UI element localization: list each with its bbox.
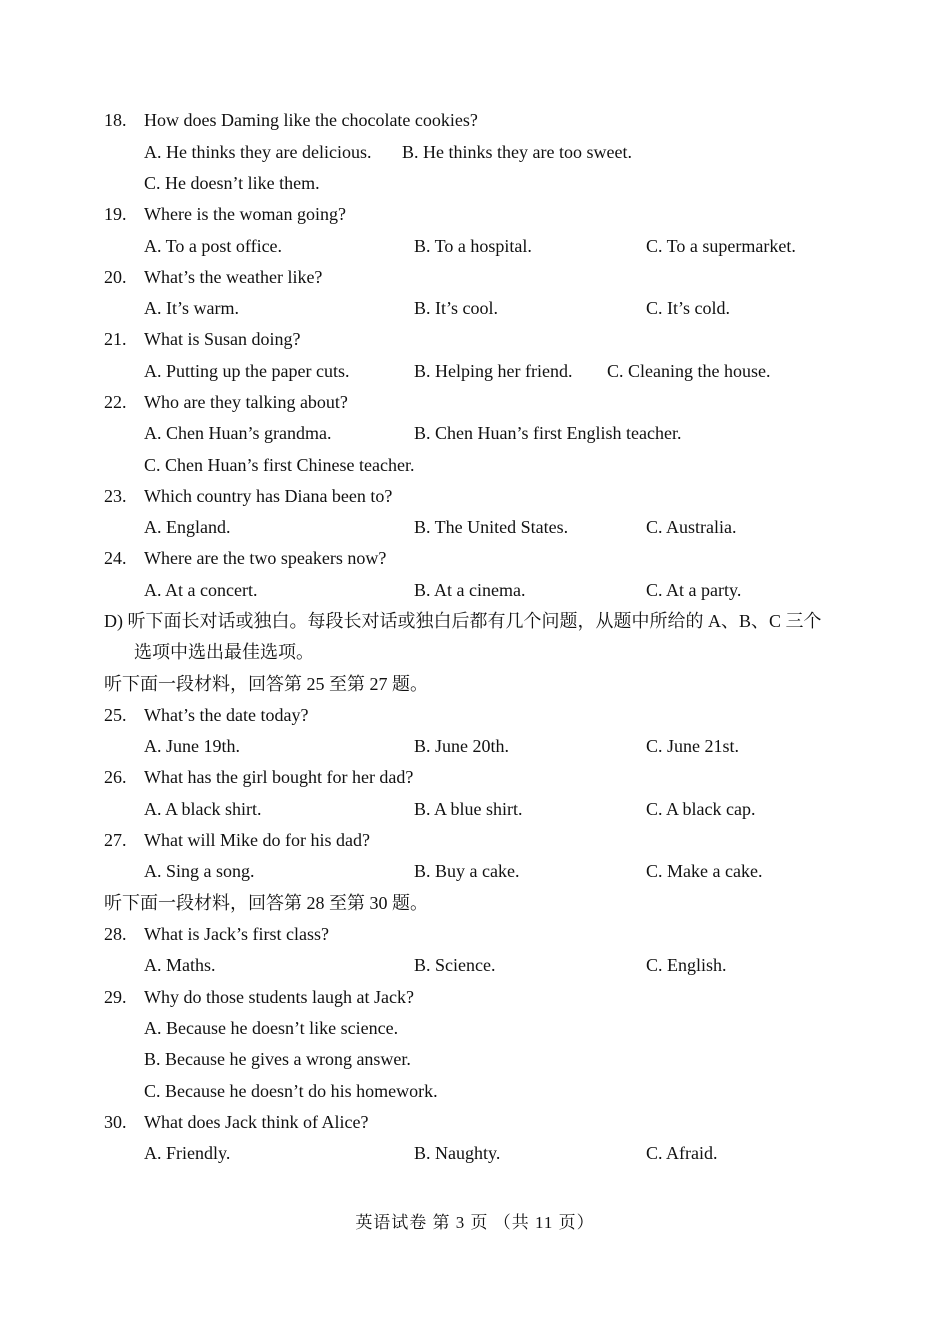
- option-c: C. Cleaning the house.: [607, 361, 771, 381]
- option-a: A. Because he doesn’t like science.: [144, 1018, 399, 1038]
- option-a: A. Chen Huan’s grandma.: [144, 423, 332, 443]
- question-text: Which country has Diana been to?: [144, 486, 393, 506]
- option-a: A. Sing a song.: [144, 861, 255, 881]
- option-a: A. Friendly.: [144, 1143, 231, 1163]
- question-text: What’s the date today?: [144, 705, 309, 725]
- question-text: What has the girl bought for her dad?: [144, 767, 414, 787]
- option-a: A. He thinks they are delicious.: [144, 142, 372, 162]
- option-c: C. A black cap.: [646, 799, 756, 819]
- question-number: 22.: [104, 392, 127, 412]
- question-text: Who are they talking about?: [144, 392, 348, 412]
- option-c: C. To a supermarket.: [646, 236, 796, 256]
- question-number: 29.: [104, 987, 127, 1007]
- question-number: 30.: [104, 1112, 127, 1132]
- question-text: What’s the weather like?: [144, 267, 323, 287]
- question-number: 21.: [104, 329, 127, 349]
- question-text: Where are the two speakers now?: [144, 548, 387, 568]
- question-number: 18.: [104, 110, 127, 130]
- option-c: C. Chen Huan’s first Chinese teacher.: [144, 455, 415, 475]
- option-b: B. Naughty.: [414, 1143, 501, 1163]
- option-b: B. Science.: [414, 955, 496, 975]
- question-number: 27.: [104, 830, 127, 850]
- option-b: B. The United States.: [414, 517, 569, 537]
- page-footer: 英语试卷 第 3 页 （共 11 页）: [355, 1213, 595, 1232]
- option-c: C. English.: [646, 955, 727, 975]
- question-number: 20.: [104, 267, 127, 287]
- question-text: What is Jack’s first class?: [144, 924, 329, 944]
- question-number: 19.: [104, 204, 127, 224]
- option-b: B. He thinks they are too sweet.: [402, 142, 632, 162]
- option-a: A. A black shirt.: [144, 799, 262, 819]
- option-a: A. It’s warm.: [144, 298, 239, 318]
- question-number: 28.: [104, 924, 127, 944]
- option-b: B. To a hospital.: [414, 236, 532, 256]
- option-c: C. June 21st.: [646, 736, 740, 756]
- option-c: C. Afraid.: [646, 1143, 718, 1163]
- question-number: 24.: [104, 548, 127, 568]
- option-b: B. Because he gives a wrong answer.: [144, 1049, 411, 1069]
- option-c: C. It’s cold.: [646, 298, 730, 318]
- question-text: Where is the woman going?: [144, 204, 346, 224]
- option-b: B. At a cinema.: [414, 580, 526, 600]
- option-b: B. Buy a cake.: [414, 861, 520, 881]
- listening-instruction: 听下面一段材料，回答第 25 至第 27 题。: [104, 674, 428, 694]
- option-a: A. At a concert.: [144, 580, 258, 600]
- question-text: How does Daming like the chocolate cookies?: [144, 110, 478, 130]
- question-text: What does Jack think of Alice?: [144, 1112, 369, 1132]
- option-c: C. Because he doesn’t do his homework.: [144, 1081, 438, 1101]
- option-b: B. Helping her friend.: [414, 361, 573, 381]
- question-text: Why do those students laugh at Jack?: [144, 987, 414, 1007]
- section-d-heading: D) 听下面长对话或独白。每段长对话或独白后都有几个问题，从题中所给的 A、B、C 三个: [104, 611, 822, 631]
- option-b: B. A blue shirt.: [414, 799, 523, 819]
- option-c: C. Australia.: [646, 517, 737, 537]
- section-d-heading-cont: 选项中选出最佳选项。: [134, 642, 314, 662]
- option-a: A. Putting up the paper cuts.: [144, 361, 350, 381]
- option-a: A. June 19th.: [144, 736, 240, 756]
- question-number: 25.: [104, 705, 127, 725]
- question-number: 26.: [104, 767, 127, 787]
- question-text: What is Susan doing?: [144, 329, 301, 349]
- option-b: B. Chen Huan’s first English teacher.: [414, 423, 682, 443]
- question-text: What will Mike do for his dad?: [144, 830, 370, 850]
- option-c: C. He doesn’t like them.: [144, 173, 320, 193]
- option-b: B. June 20th.: [414, 736, 510, 756]
- listening-instruction: 听下面一段材料，回答第 28 至第 30 题。: [104, 893, 428, 913]
- option-c: C. Make a cake.: [646, 861, 763, 881]
- option-b: B. It’s cool.: [414, 298, 498, 318]
- option-a: A. England.: [144, 517, 231, 537]
- option-a: A. Maths.: [144, 955, 216, 975]
- option-c: C. At a party.: [646, 580, 742, 600]
- option-a: A. To a post office.: [144, 236, 283, 256]
- question-number: 23.: [104, 486, 127, 506]
